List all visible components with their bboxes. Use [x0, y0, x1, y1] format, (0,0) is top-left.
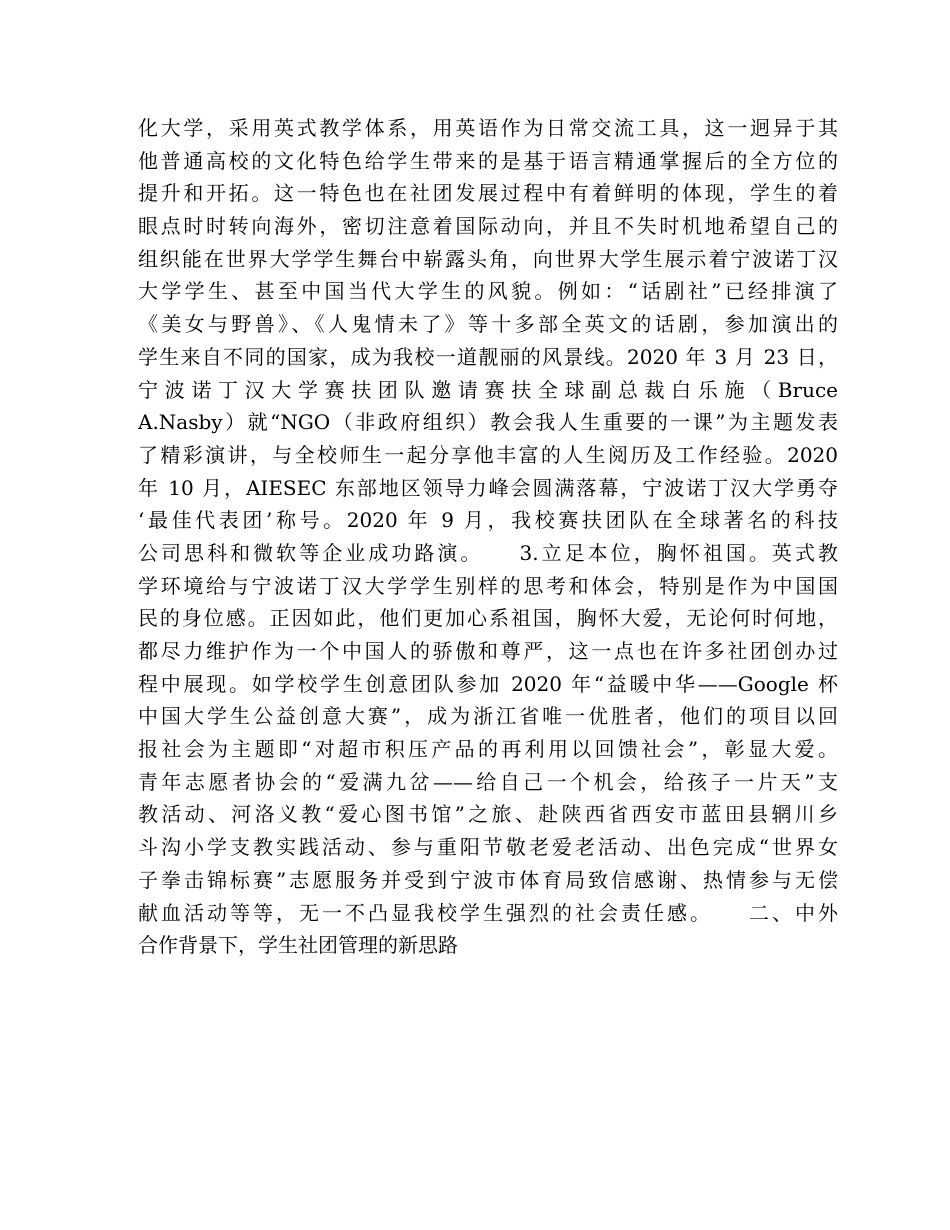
text-line: 程中展现。如学校学生创意团队参加 2020 年“益暖中华——Google 杯 — [138, 671, 838, 696]
text-line: 公司思科和微软等企业成功路演。 3.立足本位，胸怀祖国。英式教 — [138, 540, 838, 565]
text-line: 合作背景下，学生社团管理的新思路 — [138, 933, 458, 958]
text-line: ‘最佳代表团’称号。2020 年 9 月，我校赛扶团队在全球著名的科技 — [138, 508, 838, 533]
text-line: 教活动、河洛义教“爱心图书馆”之旅、赴陕西省西安市蓝田县辋川乡 — [138, 802, 838, 827]
text-line: 都尽力维护作为一个中国人的骄傲和尊严，这一点也在许多社团创办过 — [138, 639, 838, 663]
text-line: A.Nasby）就“NGO（非政府组织）教会我人生重要的一课”为主题发表 — [138, 410, 838, 435]
text-line: 他普通高校的文化特色给学生带来的是基于语言精通掌握后的全方位的 — [138, 148, 838, 173]
text-line: 中国大学生公益创意大赛”，成为浙江省唯一优胜者，他们的项目以回 — [138, 704, 838, 729]
text-line: 提升和开拓。这一特色也在社团发展过程中有着鲜明的体现，学生的着 — [138, 181, 838, 206]
text-line: 年 10 月，AIESEC 东部地区领导力峰会圆满落幕，宁波诺丁汉大学勇夺 — [138, 475, 838, 500]
text-line: 学生来自不同的国家，成为我校一道靓丽的风景线。2020 年 3 月 23 日， — [138, 344, 838, 369]
text-line: 化大学，采用英式教学体系，用英语作为日常交流工具，这一迥异于其 — [138, 116, 838, 140]
text-line: 宁波诺丁汉大学赛扶团队邀请赛扶全球副总裁白乐施（Bruce — [138, 377, 838, 402]
text-line: 眼点时时转向海外，密切注意着国际动向，并且不失时机地希望自己的 — [138, 214, 838, 239]
text-line: 献血活动等等，无一不凸显我校学生强烈的社会责任感。 二、中外 — [138, 900, 838, 925]
text-line: 报社会为主题即“对超市积压产品的再利用以回馈社会”，彰显大爱。 — [138, 737, 838, 762]
text-line: 斗沟小学支教实践活动、参与重阳节敬老爱老活动、出色完成“世界女 — [138, 835, 838, 860]
text-line: 大学学生、甚至中国当代大学生的风貌。例如：“话剧社”已经排演了 — [138, 279, 838, 304]
text-line: 《美女与野兽》、《人鬼情未了》等十多部全英文的话剧，参加演出的 — [138, 312, 838, 337]
body-text — [138, 112, 838, 962]
text-line: 民的身位感。正因如此，他们更加心系祖国，胸怀大爱，无论何时何地， — [138, 606, 838, 631]
text-line: 子拳击锦标赛”志愿服务并受到宁波市体育局致信感谢、热情参与无偿 — [138, 867, 838, 892]
text-line: 组织能在世界大学学生舞台中崭露头角，向世界大学生展示着宁波诺丁汉 — [138, 246, 838, 271]
text-line: 青年志愿者协会的“爱满九岔——给自己一个机会，给孩子一片天”支 — [138, 769, 838, 794]
text-line: 学环境给与宁波诺丁汉大学学生别样的思考和体会，特别是作为中国国 — [138, 573, 838, 598]
text-line: 了精彩演讲，与全校师生一起分享他丰富的人生阅历及工作经验。2020 — [138, 442, 838, 467]
